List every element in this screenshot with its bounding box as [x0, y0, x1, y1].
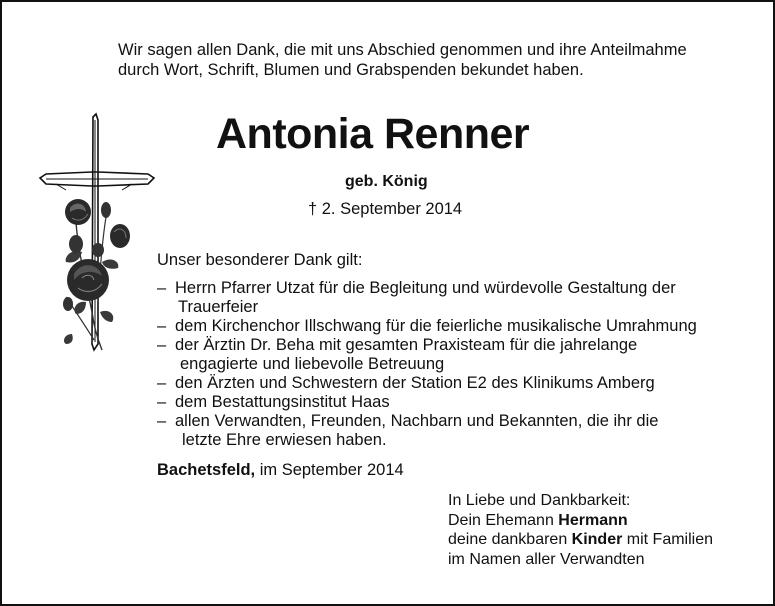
- list-dash: –: [157, 412, 167, 430]
- place-date: im September 2014: [255, 461, 404, 479]
- signature-line-3: [448, 530, 758, 550]
- list-item: [157, 317, 757, 336]
- list-item-line: allen Verwandten, Freunden, Nachbarn und Bekannten, die ihr die: [175, 412, 659, 430]
- thanks-list: [157, 279, 757, 450]
- list-dash: –: [157, 279, 167, 297]
- signature-line-3-suffix: mit Familien: [622, 531, 714, 548]
- list-dash: –: [157, 336, 167, 354]
- children-label: Kinder: [571, 531, 623, 548]
- list-item: [157, 374, 757, 393]
- place-and-date: [157, 461, 404, 480]
- list-dash: –: [157, 317, 167, 335]
- list-dash: –: [157, 393, 167, 411]
- list-dash: –: [157, 374, 167, 392]
- signature-line-2-prefix: Dein Ehemann: [448, 511, 559, 529]
- maiden-name: geb. König: [345, 173, 428, 190]
- list-item-line: den Ärzten und Schwestern der Station E2 des Klinikums Amberg: [175, 374, 655, 392]
- signature-line-2: [448, 511, 758, 531]
- intro-line-2: durch Wort, Schrift, Blumen und Grabspenden bekundet haben.: [118, 61, 584, 79]
- death-date: † 2. September 2014: [308, 200, 463, 218]
- place-town: Bachetsfeld,: [157, 461, 256, 479]
- list-item-line: dem Bestattungsinstitut Haas: [175, 393, 390, 411]
- list-item: [157, 279, 757, 317]
- signature-line-1: In Liebe und Dankbarkeit:: [448, 492, 631, 509]
- list-item-line: der Ärztin Dr. Beha mit gesamten Praxisteam für die jahrelange: [175, 336, 638, 354]
- list-item-continuation: letzte Ehre erwiesen haben.: [182, 431, 387, 449]
- list-item-line: dem Kirchenchor Illschwang für die feierliche musikalische Umrahmung: [175, 317, 697, 335]
- signature-line-3-prefix: deine dankbaren: [448, 531, 572, 548]
- list-item: [157, 393, 757, 412]
- list-item-continuation: engagierte und liebevolle Betreuung: [180, 355, 445, 373]
- list-item: [157, 412, 757, 450]
- intro-line-1: Wir sagen allen Dank, die mit uns Abschied genommen und ihre Anteilmahme: [118, 41, 687, 59]
- list-item-continuation: Trauerfeier: [178, 298, 259, 316]
- intro-text: [118, 40, 738, 80]
- signature-line-4: im Namen aller Verwandten: [448, 550, 645, 568]
- signature-block: [448, 491, 758, 569]
- husband-name: Hermann: [558, 511, 628, 529]
- deceased-name: Antonia Renner: [216, 110, 530, 158]
- cross-with-roses-icon: [36, 112, 158, 357]
- list-item-line: Herrn Pfarrer Utzat für die Begleitung und würdevolle Gestaltung der: [175, 279, 676, 297]
- thanks-heading: Unser besonderer Dank gilt:: [157, 251, 363, 269]
- list-item: [157, 336, 757, 374]
